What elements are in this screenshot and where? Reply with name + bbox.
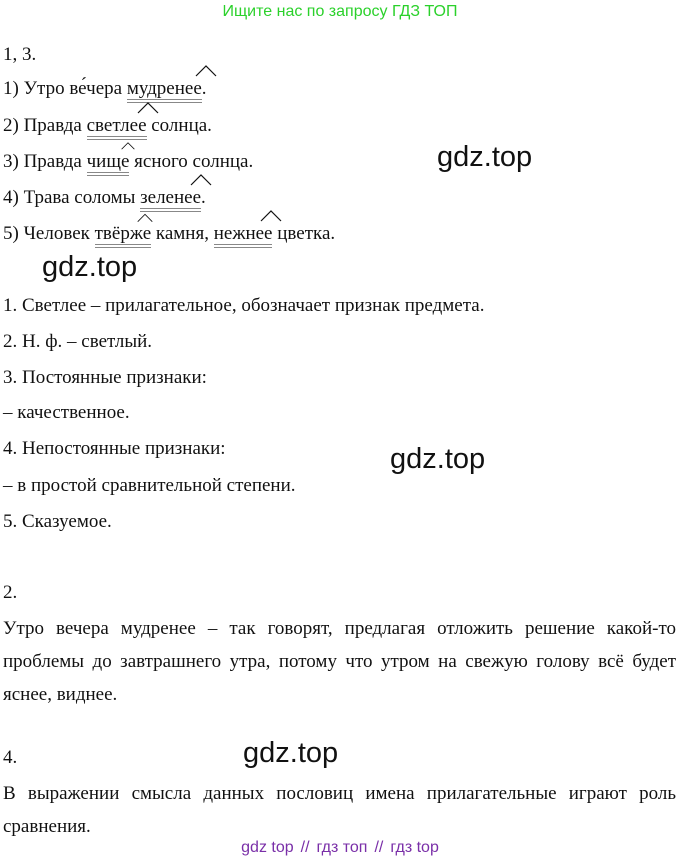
proverb-line-1	[3, 77, 207, 101]
proverb-text: ясного солнца.	[134, 151, 254, 172]
top-banner[interactable]: Ищите нас по запросу ГДЗ ТОП	[222, 3, 458, 20]
proverb-line-4	[3, 186, 206, 210]
analysis-line-4: – качественное.	[3, 402, 130, 423]
proverb-text: Правда	[23, 115, 82, 136]
proverb-line-2	[3, 114, 212, 138]
separator: //	[300, 839, 310, 856]
analysis-line-6: – в простой сравнительной степени.	[3, 475, 296, 496]
underlined-word: нежнее	[214, 222, 273, 246]
suffix-arc-icon	[195, 65, 217, 77]
proverb-text: цветка.	[277, 223, 336, 244]
section2-paragraph: Утро вечера мудренее – так говорят, предлагая отложить решение какой-то проблемы до завтрашнего утра, потому что утром на свежую голову всё будет яснее, виднее.	[3, 618, 676, 705]
proverb-number: 3)	[3, 151, 19, 172]
suffix-arc-icon	[137, 102, 159, 114]
watermark: gdz.top	[243, 737, 339, 769]
bottom-link[interactable]: гдз топ	[316, 839, 368, 856]
proverb-text: Утро ве́чера	[23, 78, 123, 99]
section4-paragraph: В выражении смысла данных пословиц имена прилагательные играют роль сравнения.	[3, 783, 676, 837]
proverb-line-5	[3, 222, 335, 246]
analysis-line-2: 2. Н. ф. – светлый.	[3, 331, 153, 352]
proverb-number: 5)	[3, 223, 19, 244]
bottom-link[interactable]: gdz top	[241, 839, 294, 856]
proverb-line-3	[3, 150, 253, 174]
proverb-text: Человек	[23, 223, 90, 244]
section2-header: 2.	[3, 582, 18, 603]
separator: //	[374, 839, 384, 856]
section1-header: 1, 3.	[3, 44, 37, 65]
analysis-line-5: 4. Непостоянные признаки:	[3, 438, 226, 459]
proverb-text: Трава соломы	[23, 187, 136, 208]
proverb-text: .	[201, 78, 207, 99]
suffix-arc-icon	[260, 210, 282, 222]
proverb-text: камня,	[155, 223, 209, 244]
underlined-word: мудренее	[127, 77, 202, 101]
underlined-word: чище	[87, 150, 130, 174]
bottom-link[interactable]: гдз top	[390, 839, 439, 856]
proverb-text: солнца.	[151, 115, 212, 136]
analysis-line-1: 1. Светлее – прилагательное, обозначает признак предмета.	[3, 295, 485, 316]
section4-header: 4.	[3, 747, 18, 768]
underlined-word: зеленее	[140, 186, 201, 210]
proverb-number: 2)	[3, 115, 19, 136]
analysis-line-3: 3. Постоянные признаки:	[3, 367, 207, 388]
underlined-word: твёрже	[95, 222, 152, 246]
underlined-word: светлее	[87, 114, 147, 138]
proverb-number: 1)	[3, 78, 19, 99]
suffix-arc-icon	[190, 174, 212, 186]
proverb-number: 4)	[3, 187, 19, 208]
watermark: gdz.top	[390, 443, 486, 475]
proverb-text: Правда	[23, 151, 82, 172]
proverb-text: .	[201, 187, 206, 208]
watermark: gdz.top	[42, 251, 138, 283]
analysis-line-7: 5. Сказуемое.	[3, 511, 112, 532]
suffix-arc-icon	[137, 212, 153, 224]
watermark: gdz.top	[437, 141, 533, 173]
bottom-banner[interactable]	[0, 839, 680, 857]
suffix-arc-icon	[121, 140, 135, 152]
